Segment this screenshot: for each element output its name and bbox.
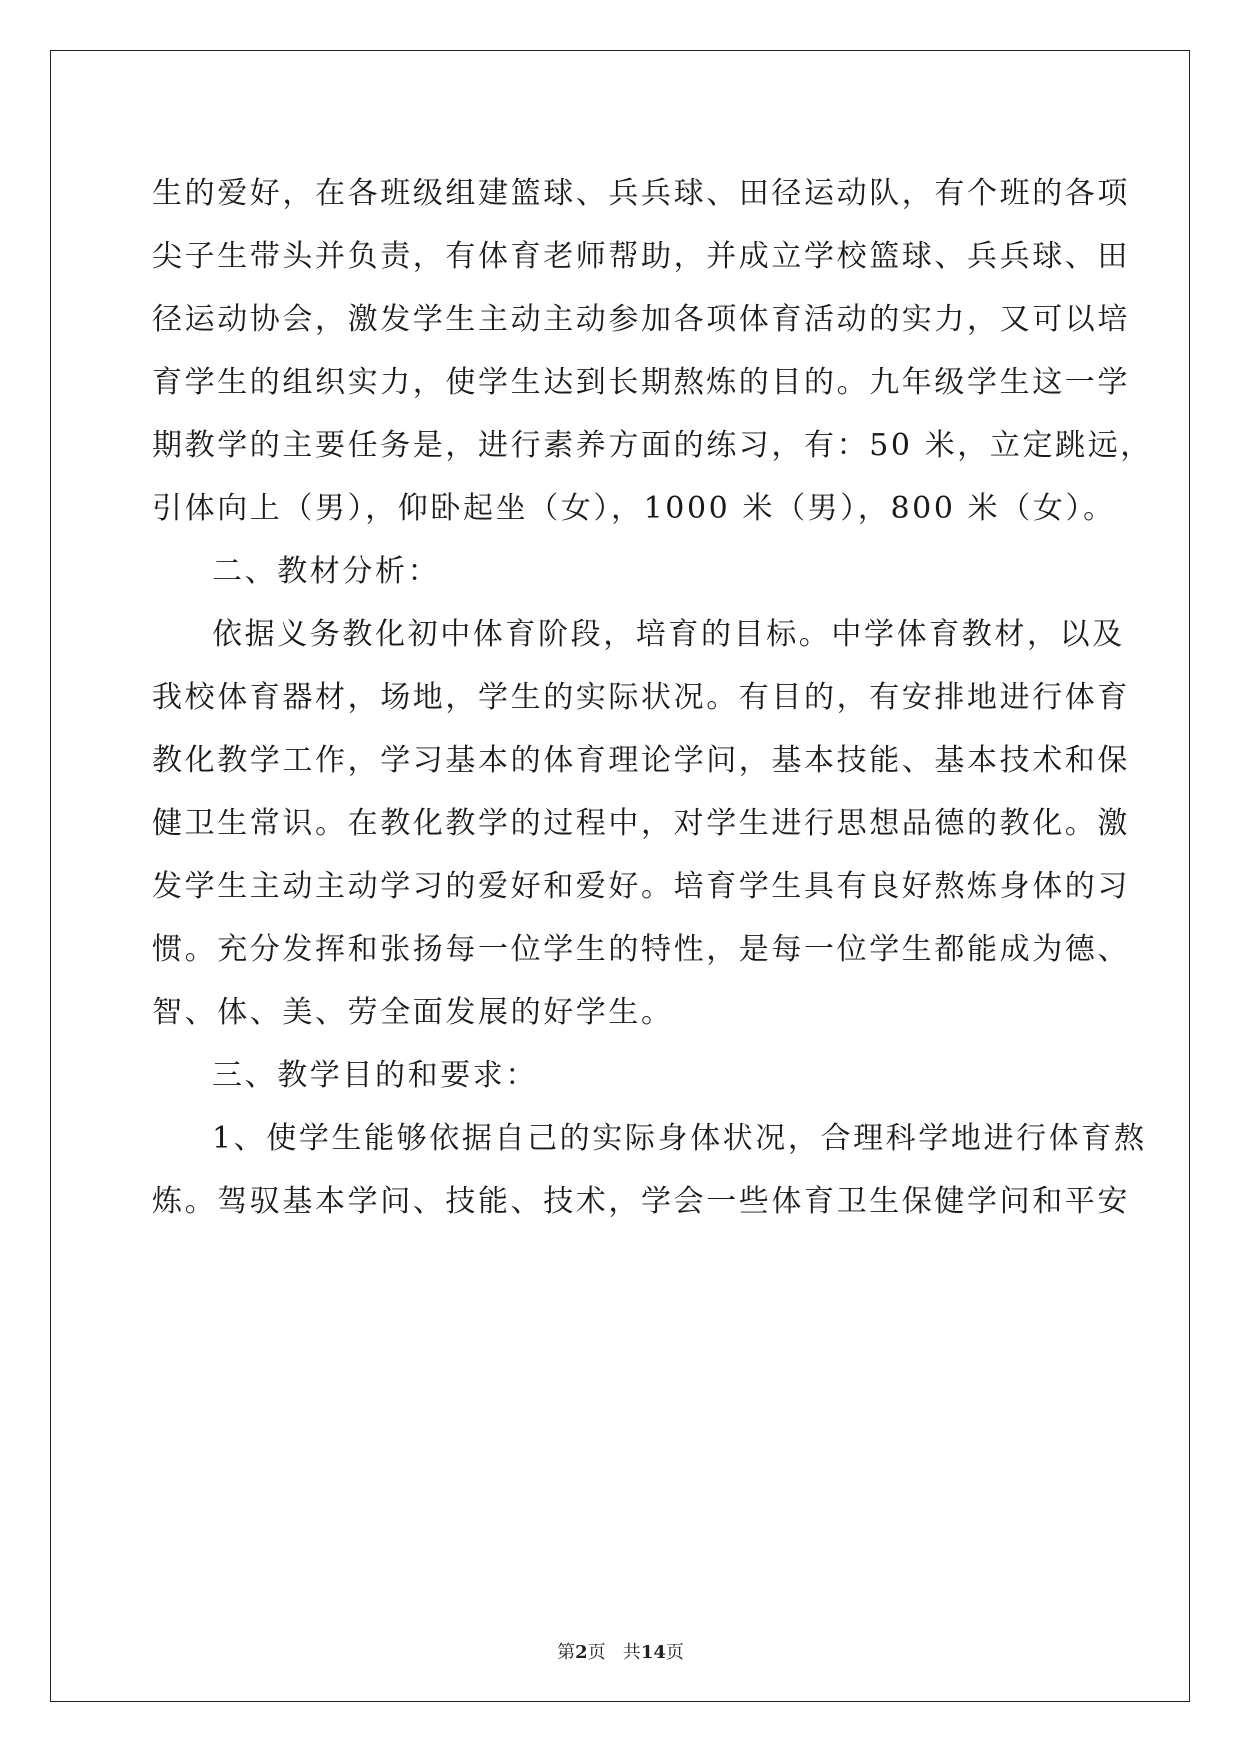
page-footer [0,1638,1241,1664]
text-line: 惯。充分发挥和张扬每一位学生的特性，是每一位学生都能成为德、 [152,932,1130,967]
text-line: 1、使学生能够依据自己的实际身体状况，合理科学地进行体育熬 [212,1121,1147,1156]
text-line: 智、体、美、劳全面发展的好学生。 [152,995,674,1030]
text-line: 我校体育器材，场地，学生的实际状况。有目的，有安排地进行体育 [152,680,1130,715]
text-line: 尖子生带头并负责，有体育老师帮助，并成立学校篮球、兵兵球、田 [152,239,1130,274]
section-heading: 二、教材分析： [212,554,441,589]
text-line: 引体向上（男），仰卧起坐（女），1000 米（男），800 米（女）。 [152,491,1116,526]
text-line: 期教学的主要任务是，进行素养方面的练习，有：50 米，立定跳远， [152,428,1153,463]
text-line: 炼。驾驭基本学问、技能、技术，学会一些体育卫生保健学问和平安 [152,1184,1130,1219]
text-line: 健卫生常识。在教化教学的过程中，对学生进行思想品德的教化。激 [152,806,1130,841]
footer-prefix: 第 [557,1642,576,1663]
text-line: 生的爱好，在各班级组建篮球、兵兵球、田径运动队，有个班的各项 [152,176,1130,211]
text-line: 依据义务教化初中体育阶段，培育的目标。中学体育教材，以及 [212,617,1125,652]
text-line: 教化教学工作，学习基本的体育理论学问，基本技能、基本技术和保 [152,743,1130,778]
footer-middle: 页 共 [587,1642,641,1663]
footer-suffix: 页 [665,1642,684,1663]
section-heading: 三、教学目的和要求： [212,1058,538,1093]
total-pages-number: 14 [640,1642,666,1663]
text-line: 发学生主动主动学习的爱好和爱好。培育学生具有良好熬炼身体的习 [152,869,1130,904]
document-body [152,162,1153,1233]
text-line: 径运动协会，激发学生主动主动参加各项体育活动的实力，又可以培 [152,302,1130,337]
text-line: 育学生的组织实力，使学生达到长期熬炼的目的。九年级学生这一学 [152,365,1130,400]
current-page-number: 2 [575,1642,588,1663]
